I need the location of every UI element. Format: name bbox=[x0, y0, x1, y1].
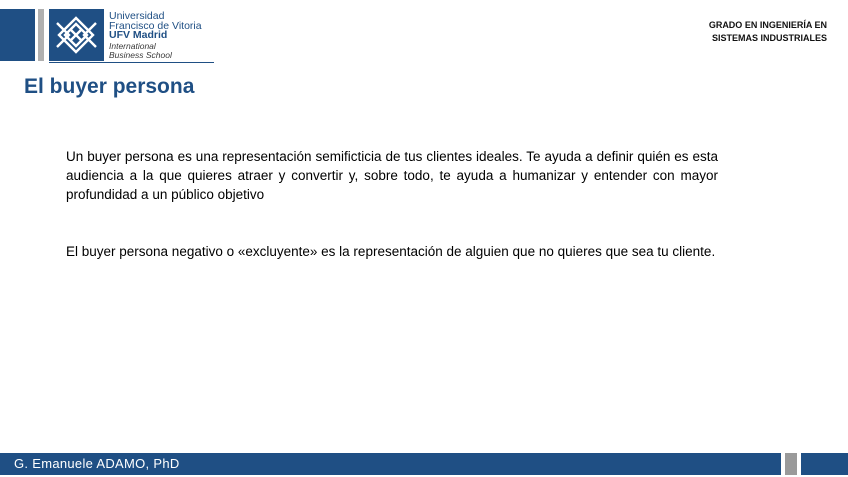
footer-bar bbox=[0, 453, 781, 475]
footer-right-block bbox=[801, 453, 848, 475]
logo-left-bar bbox=[0, 9, 35, 61]
footer-author: G. Emanuele ADAMO, PhD bbox=[14, 456, 180, 471]
logo-campus: UFV Madrid bbox=[109, 29, 168, 41]
logo-underline bbox=[49, 62, 214, 63]
slide-title: El buyer persona bbox=[24, 75, 195, 98]
degree-line-1: GRADO EN INGENIERÍA EN bbox=[708, 20, 827, 30]
logo-gray-bar bbox=[38, 9, 44, 61]
logo-school-1: International bbox=[109, 40, 156, 51]
logo-school-2: Business School bbox=[109, 50, 172, 60]
logo-name-2: Francisco de Vitoria bbox=[109, 19, 202, 32]
paragraph-definition: Un buyer persona es una representación semificticia de tus clientes ideales. Te ayuda a definir quién es esta audiencia a la que quieres atraer y convertir y, sobre todo, te ayuda a humanizar y entender con mayor profundidad a un público objetivo bbox=[66, 149, 718, 202]
ufv-logo-icon bbox=[49, 9, 104, 61]
university-logo-text bbox=[109, 12, 202, 61]
footer-gray-block bbox=[785, 453, 797, 475]
degree-line-2: SISTEMAS INDUSTRIALES bbox=[711, 33, 827, 43]
paragraph-negative-persona: El buyer persona negativo o «excluyente» es la representación de alguien que no quieres que sea tu cliente. bbox=[66, 244, 716, 259]
logo-name: Universidad bbox=[109, 10, 165, 22]
degree-label bbox=[709, 19, 827, 45]
